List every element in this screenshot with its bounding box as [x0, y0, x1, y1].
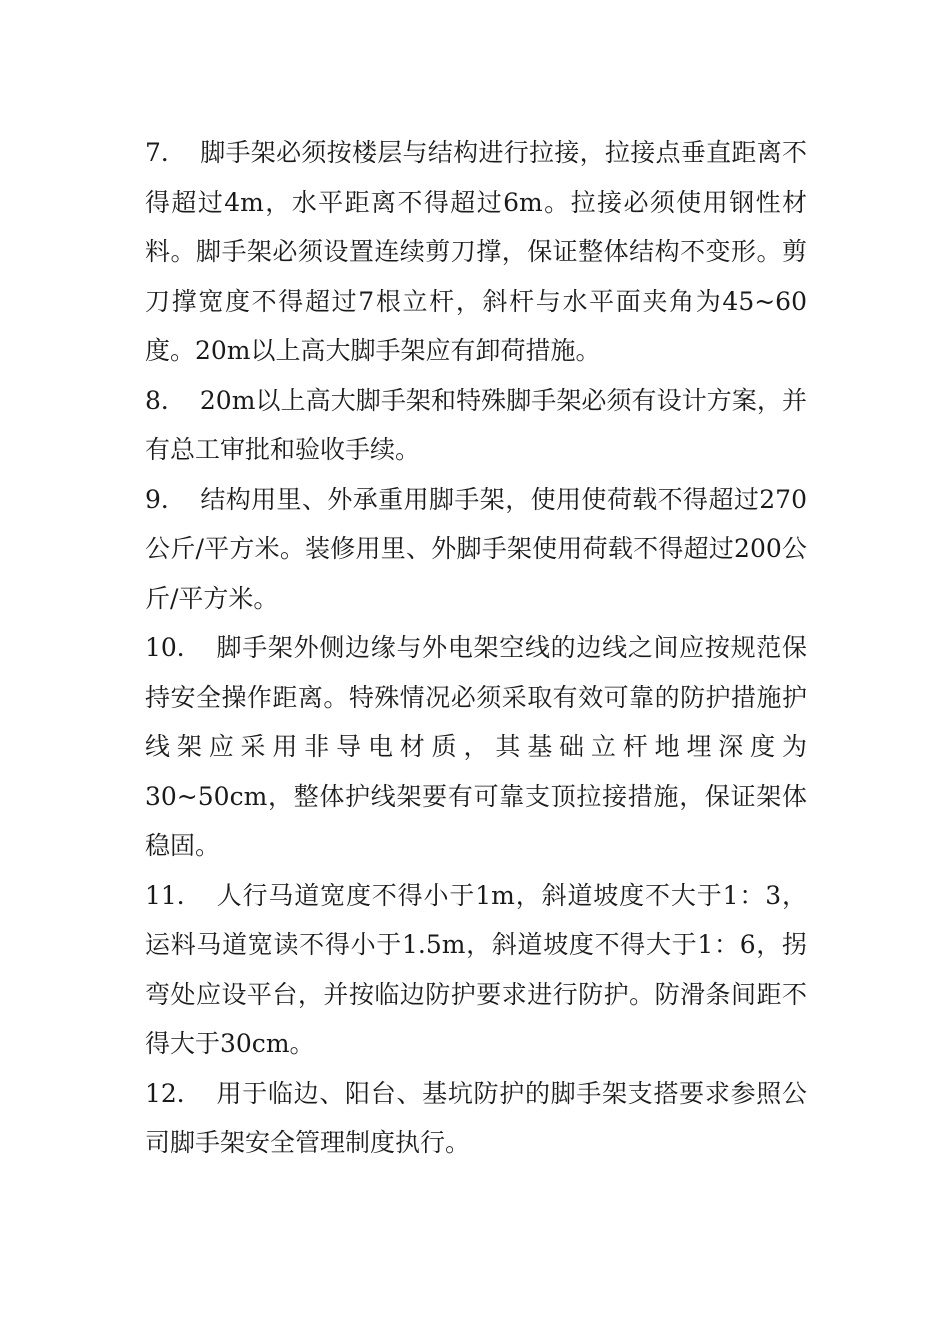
- clause-11: [145, 871, 807, 1069]
- clause-number: 7．: [145, 138, 186, 167]
- clause-text: 人行马道宽度不得小于1m，斜道坡度不大于1：3，运料马道宽读不得小于1.5m，斜道坡度不得大于1：6，拐弯处应设平台，并按临边防护要求进行防护。防滑条间距不得大于30cm。: [145, 880, 807, 1058]
- clause-number: 11．: [145, 880, 202, 910]
- clause-text: 脚手架必须按楼层与结构进行拉接，拉接点垂直距离不得超过4m，水平距离不得超过6m。拉接必须使用钢性材料。脚手架必须设置连续剪刀撑，保证整体结构不变形。剪刀撑宽度不得超过7根立杆，斜杆与水平面夹角为45~60度。20m以上高大脚手架应有卸荷措施。: [145, 138, 807, 365]
- clause-number: 9．: [145, 484, 186, 514]
- clause-number: 8．: [145, 385, 186, 415]
- clause-7: [145, 128, 807, 376]
- clause-8: [145, 376, 807, 475]
- clause-12: [145, 1069, 807, 1168]
- clause-number: 12．: [145, 1078, 202, 1108]
- clause-10: [145, 623, 807, 871]
- document-body: [145, 128, 807, 1168]
- clause-text: 脚手架外侧边缘与外电架空线的边线之间应按规范保持安全操作距离。特殊情况必须采取有效可靠的防护措施护线架应采用非导电材质，其基础立杆地埋深度为30~50cm，整体护线架要有可靠支顶拉接措施，保证架体稳固。: [145, 633, 807, 860]
- clause-text: 结构用里、外承重用脚手架，使用使荷载不得超过270公斤/平方米。装修用里、外脚手架使用荷载不得超过200公斤/平方米。: [145, 484, 807, 613]
- clause-text: 20m以上高大脚手架和特殊脚手架必须有设计方案，并有总工审批和验收手续。: [145, 385, 807, 464]
- clause-text: 用于临边、阳台、基坑防护的脚手架支搭要求参照公司脚手架安全管理制度执行。: [145, 1078, 807, 1157]
- clause-9: [145, 475, 807, 624]
- clause-number: 10．: [145, 633, 202, 662]
